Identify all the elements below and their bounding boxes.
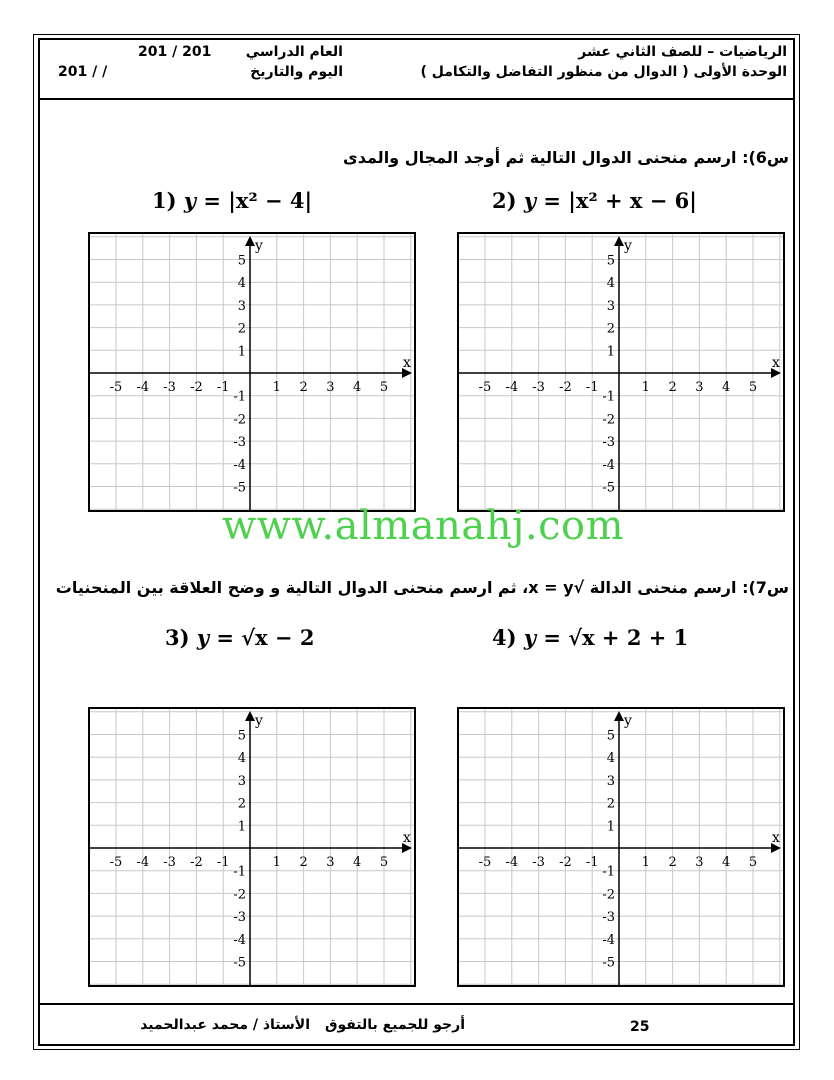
y-axis-arrow bbox=[614, 236, 624, 246]
academic-year-label: العام الدراسي bbox=[245, 44, 343, 60]
x-tick-label: 1 bbox=[272, 380, 281, 395]
equation-3-rhs: = √x − 2 bbox=[216, 625, 315, 650]
equation-1-number: 1) bbox=[152, 188, 177, 213]
x-tick-label: -4 bbox=[505, 855, 519, 870]
y-tick-label: 1 bbox=[237, 344, 246, 360]
x-tick-label: 4 bbox=[722, 855, 731, 870]
grid-svg bbox=[459, 234, 783, 510]
academic-year-value: 201 / 201 bbox=[138, 44, 212, 60]
y-axis-label: y bbox=[255, 238, 263, 254]
x-tick-label: -2 bbox=[190, 855, 203, 870]
x-tick-label: -4 bbox=[505, 380, 519, 395]
equation-4-rhs: = √x + 2 + 1 bbox=[543, 625, 689, 650]
y-tick-label: -1 bbox=[602, 389, 615, 405]
y-tick-label: -5 bbox=[602, 955, 615, 971]
y-tick-label: 4 bbox=[237, 751, 246, 767]
x-axis-label: x bbox=[772, 355, 780, 371]
x-tick-label: -3 bbox=[532, 380, 545, 395]
unit-line: الوحدة الأولى ( الدوال من منظور التفاضل والتكامل ) bbox=[420, 64, 787, 80]
y-tick-label: -3 bbox=[602, 435, 615, 451]
x-tick-label: -3 bbox=[163, 855, 176, 870]
y-tick-label: -5 bbox=[233, 480, 246, 496]
x-tick-label: 3 bbox=[326, 855, 335, 870]
date-value: 201 / / bbox=[58, 64, 108, 80]
grid-svg bbox=[90, 709, 414, 985]
equation-1 bbox=[152, 188, 312, 213]
x-tick-label: -3 bbox=[163, 380, 176, 395]
x-tick-label: -5 bbox=[478, 855, 492, 870]
x-tick-label: 5 bbox=[379, 855, 389, 870]
y-tick-label: 3 bbox=[606, 773, 615, 789]
header bbox=[38, 38, 795, 100]
y-tick-label: 3 bbox=[237, 298, 246, 314]
x-tick-label: 2 bbox=[668, 855, 677, 870]
x-tick-label: -1 bbox=[216, 855, 230, 870]
y-tick-label: -4 bbox=[233, 457, 246, 473]
question-7-prompt: س7): ارسم منحنى الدالة √x = y، ثم ارسم منحنى الدوال التالية و وضح العلاقة بين المنحنيات bbox=[55, 578, 789, 597]
y-tick-label: 2 bbox=[606, 796, 615, 812]
x-tick-label: -2 bbox=[190, 380, 203, 395]
x-tick-label: -2 bbox=[559, 855, 572, 870]
y-tick-label: 3 bbox=[606, 298, 615, 314]
equation-2-number: 2) bbox=[492, 188, 517, 213]
y-tick-label: -2 bbox=[602, 887, 615, 903]
equation-4-number: 4) bbox=[492, 625, 517, 650]
x-tick-label: 1 bbox=[641, 380, 650, 395]
y-tick-label: 1 bbox=[606, 344, 615, 360]
x-axis-label: x bbox=[403, 830, 411, 846]
x-tick-label: 2 bbox=[668, 380, 677, 395]
y-tick-label: -1 bbox=[602, 864, 615, 880]
x-tick-label: 5 bbox=[748, 380, 758, 395]
grid-svg bbox=[90, 234, 414, 510]
y-tick-label: -5 bbox=[602, 480, 615, 496]
y-axis-label: y bbox=[624, 238, 632, 254]
x-tick-label: 4 bbox=[353, 855, 362, 870]
x-axis-label: x bbox=[403, 355, 411, 371]
y-tick-label: -2 bbox=[233, 412, 246, 428]
x-tick-label: -1 bbox=[585, 855, 599, 870]
y-axis-label: y bbox=[255, 713, 263, 729]
graph-1 bbox=[88, 232, 416, 512]
x-tick-label: -4 bbox=[136, 380, 150, 395]
y-tick-label: 1 bbox=[606, 819, 615, 835]
x-tick-label: -4 bbox=[136, 855, 150, 870]
y-tick-label: -2 bbox=[233, 887, 246, 903]
y-tick-label: 4 bbox=[606, 276, 615, 292]
x-axis-label: x bbox=[772, 830, 780, 846]
footer-wish: أرجو للجميع بالتفوق bbox=[324, 1017, 465, 1033]
y-axis-arrow bbox=[614, 711, 624, 721]
graph-2 bbox=[457, 232, 785, 512]
equation-3-lhs: y bbox=[196, 625, 210, 650]
grid-svg bbox=[459, 709, 783, 985]
x-tick-label: -5 bbox=[109, 855, 123, 870]
y-tick-label: 2 bbox=[606, 321, 615, 337]
subject-line: الرياضيات – للصف الثاني عشر bbox=[578, 44, 787, 60]
y-tick-label: 5 bbox=[237, 253, 246, 269]
x-tick-label: 3 bbox=[326, 380, 335, 395]
footer bbox=[38, 1003, 795, 1046]
y-tick-label: 3 bbox=[237, 773, 246, 789]
x-tick-label: -1 bbox=[216, 380, 230, 395]
x-tick-label: -2 bbox=[559, 380, 572, 395]
equation-1-rhs: = |x² − 4| bbox=[203, 188, 313, 213]
y-tick-label: 2 bbox=[237, 321, 246, 337]
y-tick-label: -2 bbox=[602, 412, 615, 428]
equation-2 bbox=[492, 188, 697, 213]
x-tick-label: 3 bbox=[695, 380, 704, 395]
x-tick-label: -5 bbox=[478, 380, 492, 395]
x-tick-label: 4 bbox=[353, 380, 362, 395]
y-tick-label: -1 bbox=[233, 864, 246, 880]
x-tick-label: 5 bbox=[748, 855, 758, 870]
y-tick-label: -4 bbox=[233, 932, 246, 948]
equation-2-lhs: y bbox=[523, 188, 537, 213]
y-tick-label: -4 bbox=[602, 457, 615, 473]
y-tick-label: -3 bbox=[233, 910, 246, 926]
y-tick-label: -1 bbox=[233, 389, 246, 405]
x-tick-label: -3 bbox=[532, 855, 545, 870]
day-date-label: اليوم والتاريخ bbox=[250, 64, 343, 80]
graph-4 bbox=[457, 707, 785, 987]
y-tick-label: -5 bbox=[233, 955, 246, 971]
y-axis-arrow bbox=[245, 236, 255, 246]
question-6-prompt: س6): ارسم منحنى الدوال التالية ثم أوجد المجال والمدى bbox=[343, 148, 789, 167]
watermark: www.almanahj.com bbox=[222, 503, 625, 549]
x-tick-label: 1 bbox=[641, 855, 650, 870]
x-tick-label: 3 bbox=[695, 855, 704, 870]
y-tick-label: 5 bbox=[237, 728, 246, 744]
y-tick-label: -3 bbox=[233, 435, 246, 451]
y-tick-label: 1 bbox=[237, 819, 246, 835]
y-tick-label: 4 bbox=[237, 276, 246, 292]
y-axis-label: y bbox=[624, 713, 632, 729]
y-tick-label: 5 bbox=[606, 253, 615, 269]
y-tick-label: 5 bbox=[606, 728, 615, 744]
x-tick-label: 4 bbox=[722, 380, 731, 395]
equation-4 bbox=[492, 625, 688, 650]
y-tick-label: -3 bbox=[602, 910, 615, 926]
x-tick-label: 2 bbox=[299, 855, 308, 870]
equation-3-number: 3) bbox=[165, 625, 190, 650]
page-number: 25 bbox=[630, 1019, 650, 1035]
x-tick-label: 1 bbox=[272, 855, 281, 870]
y-tick-label: 2 bbox=[237, 796, 246, 812]
y-axis-arrow bbox=[245, 711, 255, 721]
graph-3 bbox=[88, 707, 416, 987]
x-tick-label: 5 bbox=[379, 380, 389, 395]
teacher-name: الأستاذ / محمد عبدالحميد bbox=[140, 1017, 310, 1033]
x-tick-label: 2 bbox=[299, 380, 308, 395]
equation-4-lhs: y bbox=[523, 625, 537, 650]
x-tick-label: -5 bbox=[109, 380, 123, 395]
y-tick-label: 4 bbox=[606, 751, 615, 767]
equation-1-lhs: y bbox=[183, 188, 197, 213]
x-tick-label: -1 bbox=[585, 380, 599, 395]
equation-3 bbox=[165, 625, 314, 650]
y-tick-label: -4 bbox=[602, 932, 615, 948]
equation-2-rhs: = |x² + x − 6| bbox=[543, 188, 697, 213]
